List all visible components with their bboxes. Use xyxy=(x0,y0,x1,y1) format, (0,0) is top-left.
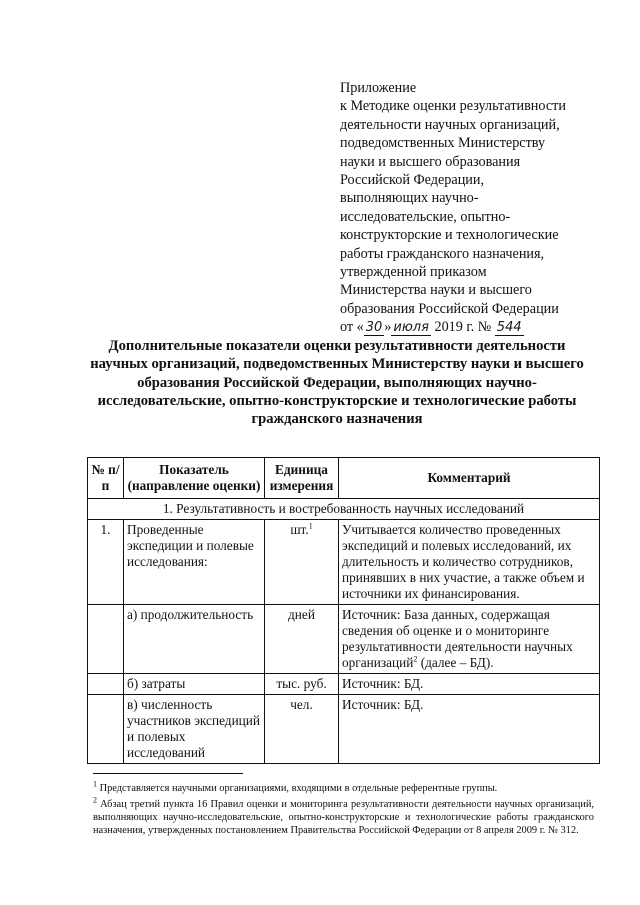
order-day: 30 xyxy=(365,320,383,336)
order-year: 2019 г. № xyxy=(434,319,492,336)
table-row xyxy=(88,520,600,605)
footnote xyxy=(93,779,594,795)
footnote-text: Представляется научными организациями, входящими в отдельные референтные группы. xyxy=(97,783,498,794)
order-month: июля xyxy=(393,320,429,336)
row-indicator: в) численность участников экспедиций и полевых исследований xyxy=(124,695,265,764)
footnote-mark: 2 xyxy=(93,795,97,805)
row-unit xyxy=(265,520,339,605)
appendix-block xyxy=(340,79,630,337)
appendix-line: образования Российской Федерации xyxy=(340,300,559,317)
order-line xyxy=(340,318,630,336)
footnote-ref: 1 xyxy=(308,521,313,531)
row-unit: чел. xyxy=(265,695,339,764)
order-number: 544 xyxy=(496,320,522,336)
table-row xyxy=(88,695,600,764)
row-indicator: а) продолжительность xyxy=(124,605,265,674)
footnote xyxy=(93,795,594,837)
row-num xyxy=(88,695,124,764)
appendix-line: деятельности научных организаций, xyxy=(340,116,560,133)
table-row xyxy=(88,605,600,674)
header-num: № п/п xyxy=(88,458,124,499)
footnotes xyxy=(93,779,594,840)
appendix-line: науки и высшего образования xyxy=(340,153,521,170)
appendix-line: исследовательские, опытно- xyxy=(340,208,511,225)
row-unit-text: шт. xyxy=(290,522,309,537)
footnote-mark: 1 xyxy=(93,779,97,789)
row-comment: Источник: БД. xyxy=(339,674,600,695)
appendix-line: к Методике оценки результативности xyxy=(340,98,566,115)
appendix-line: Министерства науки и высшего xyxy=(340,282,532,299)
appendix-line: Приложение xyxy=(340,80,417,96)
row-comment-text: Источник: База данных, содержащая сведения об оценке и о мониторинге результативности деятельности научных организаций xyxy=(342,607,573,670)
row-indicator: Проведенные экспедиции и полевые исследования: xyxy=(124,520,265,605)
row-num: 1. xyxy=(88,520,124,605)
appendix-line: подведомственных Министерству xyxy=(340,135,546,152)
indicators-table xyxy=(87,457,600,764)
section-row xyxy=(88,499,600,520)
row-num xyxy=(88,674,124,695)
row-comment-tail: (далее – БД). xyxy=(417,655,494,670)
table-row xyxy=(88,674,600,695)
footnote-separator xyxy=(93,773,243,774)
footnote-text: Абзац третий пункта 16 Правил оценки и мониторинга результативности деятельности научных организаций, выполняющих научно-исследовательские, опытно-конструкторские и технологические работы гражданского назначения, утвержденных постановлением Правительства Российской Федерации от 8 апреля 2009 г. № 312. xyxy=(93,799,594,836)
row-comment: Источник: БД. xyxy=(339,695,600,764)
order-sep: » xyxy=(384,319,392,336)
row-comment: Учитывается количество проведенных экспедиций и полевых исследований, их длительность и количество сотрудников, принявших в них участие, а также объем и источники их финансирования. xyxy=(339,520,600,605)
row-num xyxy=(88,605,124,674)
row-unit: тыс. руб. xyxy=(265,674,339,695)
row-unit: дней xyxy=(265,605,339,674)
row-comment xyxy=(339,605,600,674)
header-comment: Комментарий xyxy=(339,458,600,499)
order-prefix: от « xyxy=(340,319,364,336)
section-title: 1. Результативность и востребованность научных исследований xyxy=(88,499,600,520)
appendix-line: работы гражданского назначения, xyxy=(340,245,545,262)
appendix-line: конструкторские и технологические xyxy=(340,227,559,244)
header-unit: Единица измерения xyxy=(265,458,339,499)
appendix-line: утвержденной приказом xyxy=(340,264,487,281)
document-heading: Дополнительные показатели оценки результативности деятельности научных организаций, подведомственных Министерству науки и высшего образования Российской Федерации, выполняющих научно-исследовательские, опытно-конструкторские и технологические работы гражданского назначения xyxy=(90,338,584,428)
header-indicator: Показатель (направление оценки) xyxy=(124,458,265,499)
footnote-ref: 2 xyxy=(413,654,418,664)
appendix-line: Российской Федерации, xyxy=(340,172,485,189)
row-indicator: б) затраты xyxy=(124,674,265,695)
table-header-row xyxy=(88,458,600,499)
appendix-line: выполняющих научно- xyxy=(340,190,479,207)
